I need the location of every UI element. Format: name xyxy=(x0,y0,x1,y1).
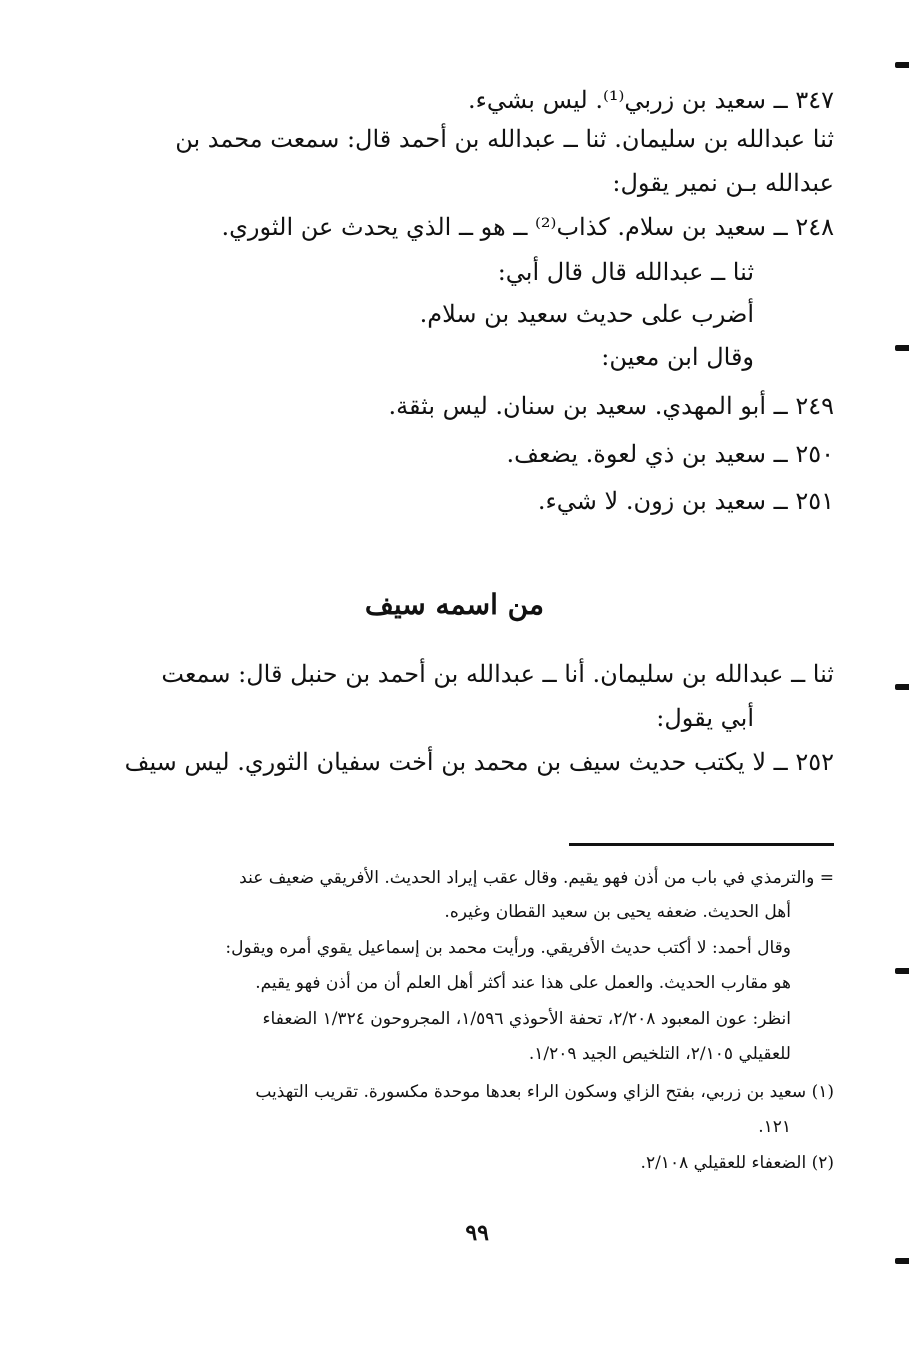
footnote-line: أهل الحديث. ضعفه يحيى بن سعيد القطان وغيره. xyxy=(444,902,791,922)
footnote-line: وقال أحمد: لا أكتب حديث الأفريقي. ورأيت محمد بن إسماعيل يقوي أمره ويقول: xyxy=(225,938,791,958)
section-heading: من اسمه سيف xyxy=(364,588,544,621)
entry-252: ٢٥٢ ــ لا يكتب حديث سيف بن محمد بن أخت سفيان الثوري. ليس سيف xyxy=(124,748,834,776)
body-line: ثنا ــ عبدالله قال قال أبي: xyxy=(497,258,754,286)
footnote-line: = والترمذي في باب من أذن فهو يقيم. وقال عقب إيراد الحديث. الأفريقي ضعيف عند xyxy=(239,868,834,888)
body-line: أبي يقول: xyxy=(656,704,754,732)
entry-250: ٢٥٠ ــ سعيد بن ذي لعوة. يضعف. xyxy=(506,440,834,468)
margin-mark xyxy=(895,1258,909,1264)
entry-249: ٢٤٩ ــ أبو المهدي. سعيد بن سنان. ليس بثقة. xyxy=(388,392,834,420)
body-line: ثنا عبدالله بن سليمان. ثنا ــ عبدالله بن أحمد قال: سمعت محمد بن xyxy=(175,125,834,153)
body-line: أضرب على حديث سعيد بن سلام. xyxy=(419,300,754,328)
margin-mark xyxy=(895,968,909,974)
entry-248: ٢٤٨ ــ سعيد بن سلام. كذاب⁽²⁾ ــ هو ــ الذي يحدث عن الثوري. xyxy=(221,213,834,241)
body-line: ثنا ــ عبدالله بن سليمان. أنا ــ عبدالله بن أحمد بن حنبل قال: سمعت xyxy=(161,660,834,688)
body-line: عبدالله بـن نمير يقول: xyxy=(612,169,834,197)
footnote-2: (٢) الضعفاء للعقيلي ٢/١٠٨. xyxy=(640,1153,834,1173)
footnote-1: (١) سعيد بن زربي، بفتح الزاي وسكون الراء بعدها موحدة مكسورة. تقريب التهذيب xyxy=(255,1082,834,1102)
footnote-line: للعقيلي ٢/١٠٥، التلخيص الجيد ١/٢٠٩. xyxy=(528,1044,791,1064)
footnote-line: هو مقارب الحديث. والعمل على هذا عند أكثر أهل العلم أن من أذن فهو يقيم. xyxy=(255,973,791,993)
footnote-line: انظر: عون المعبود ٢/٢٠٨، تحفة الأحوذي ١/٥٩٦، المجروحون ١/٣٢٤ الضعفاء xyxy=(262,1009,791,1029)
body-line: وقال ابن معين: xyxy=(601,343,754,371)
margin-mark xyxy=(895,684,909,690)
margin-mark xyxy=(895,345,909,351)
entry-251: ٢٥١ ــ سعيد بن زون. لا شيء. xyxy=(537,487,834,515)
footnote-separator xyxy=(569,843,834,846)
footnote-line: ١٢١. xyxy=(758,1117,791,1137)
page-number: ٩٩ xyxy=(465,1220,489,1246)
margin-mark xyxy=(895,62,909,68)
entry-347: ٣٤٧ ــ سعيد بن زربي⁽¹⁾. ليس بشيء. xyxy=(467,86,834,114)
